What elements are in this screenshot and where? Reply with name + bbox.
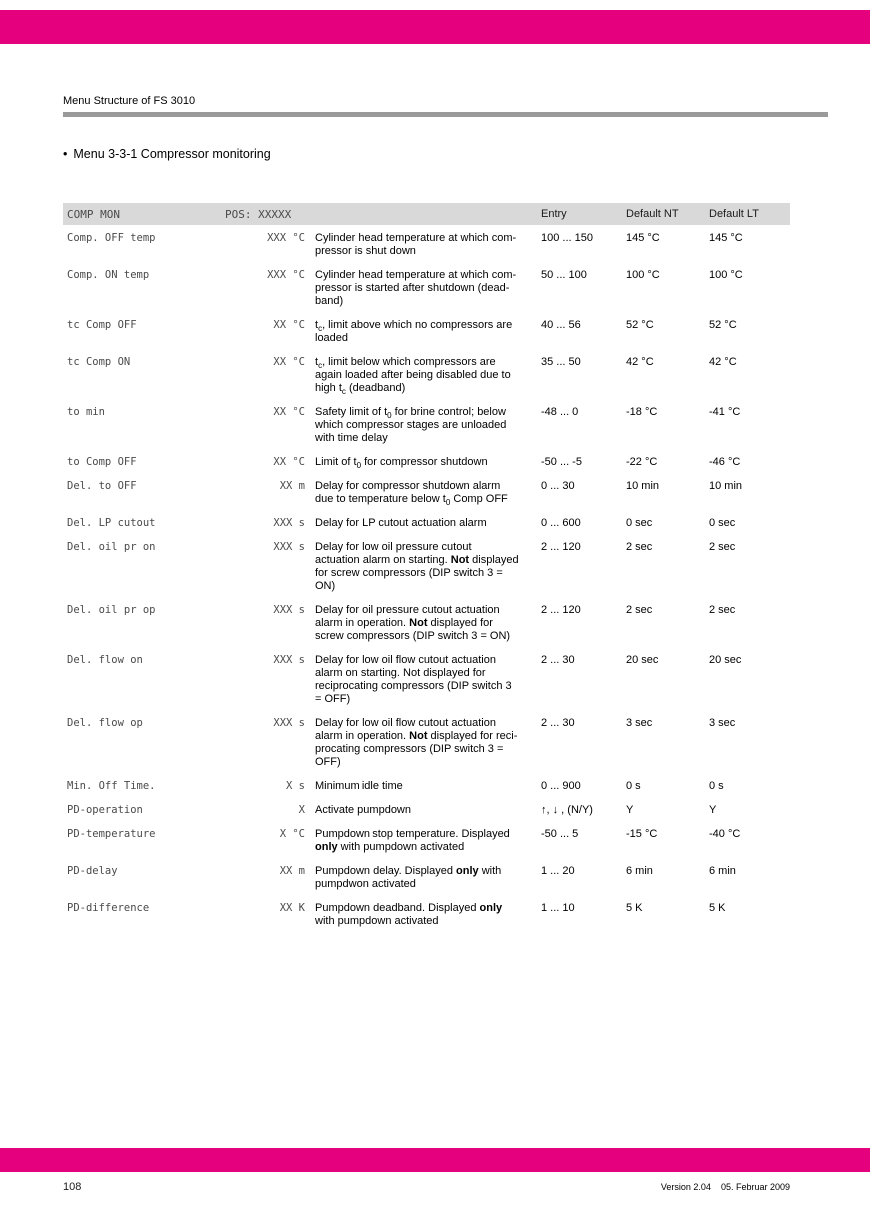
param-default-lt-cell: 0 sec bbox=[709, 517, 736, 529]
param-value-cell: XX °C bbox=[273, 456, 305, 468]
table-row bbox=[63, 780, 790, 793]
param-default-lt-cell: 2 sec bbox=[709, 541, 736, 553]
header-default-lt: Default LT bbox=[709, 208, 759, 220]
table-row bbox=[63, 654, 790, 706]
param-value-cell: XXX s bbox=[273, 654, 305, 666]
param-default-lt-cell: 3 sec bbox=[709, 717, 736, 729]
param-value-cell: XX K bbox=[279, 902, 305, 914]
param-description-cell: Delay for low oil pressure cutout actuation alarm on starting. Not displayed for screw compressors (DIP switch 3 = ON) bbox=[315, 541, 519, 592]
param-description-cell: Delay for oil pressure cutout actuation alarm in operation. Not displayed for screw compressors (DIP switch 3 = ON) bbox=[315, 604, 511, 642]
param-default-lt-cell: -40 °C bbox=[709, 828, 741, 840]
table-row bbox=[63, 828, 790, 854]
param-default-lt-cell: 145 °C bbox=[709, 232, 743, 244]
param-default-lt-cell: 20 sec bbox=[709, 654, 742, 666]
param-name-cell: Del. to OFF bbox=[67, 480, 137, 492]
param-value-cell: XX m bbox=[279, 480, 305, 492]
table-header-row bbox=[63, 203, 790, 225]
param-default-lt-cell: 10 min bbox=[709, 480, 743, 492]
param-value-cell: XXX °C bbox=[267, 232, 305, 244]
param-default-lt-cell: Y bbox=[709, 804, 717, 816]
param-name-cell: PD-delay bbox=[67, 865, 118, 877]
param-default-nt-cell: -15 °C bbox=[626, 828, 658, 840]
param-default-nt-cell: Y bbox=[626, 804, 634, 816]
param-entry-cell: -50 ... -5 bbox=[541, 456, 582, 468]
param-name-cell: PD-operation bbox=[67, 804, 143, 816]
header-divider bbox=[63, 112, 828, 117]
param-description-cell: Cylinder head temperature at which compressor is started after shutdown (deadband) bbox=[315, 269, 517, 307]
param-value-cell: XX °C bbox=[273, 406, 305, 418]
param-name-cell: tc Comp ON bbox=[67, 356, 131, 368]
table-body bbox=[63, 232, 790, 928]
param-name-cell: PD-temperature bbox=[67, 828, 156, 840]
param-description-cell: Pumpdown deadband. Displayed only with pumpdown activated bbox=[315, 902, 503, 927]
param-description-cell: $t_c$, limit above which no compressors are loaded bbox=[315, 319, 513, 344]
table-row bbox=[63, 517, 790, 530]
param-default-nt-cell: 0 sec bbox=[626, 517, 653, 529]
param-entry-cell: 0 ... 600 bbox=[541, 517, 581, 529]
param-value-cell: XXX s bbox=[273, 717, 305, 729]
param-default-nt-cell: 52 °C bbox=[626, 319, 654, 331]
param-default-lt-cell: 52 °C bbox=[709, 319, 737, 331]
param-value-cell: XXX s bbox=[273, 517, 305, 529]
section-title bbox=[63, 147, 271, 161]
param-default-nt-cell: 0 s bbox=[626, 780, 641, 792]
page-number: 108 bbox=[63, 1181, 82, 1193]
param-default-nt-cell: 6 min bbox=[626, 865, 653, 877]
running-header: Menu Structure of FS 3010 bbox=[63, 95, 196, 107]
param-default-lt-cell: 100 °C bbox=[709, 269, 743, 281]
version-info bbox=[651, 1182, 790, 1192]
param-default-nt-cell: 2 sec bbox=[626, 541, 653, 553]
param-value-cell: XX m bbox=[279, 865, 305, 877]
param-default-nt-cell: 20 sec bbox=[626, 654, 659, 666]
version-label: Version 2.04 bbox=[660, 1182, 711, 1192]
param-description-cell: Activate pumpdown bbox=[315, 804, 411, 816]
param-entry-cell: 1 ... 10 bbox=[541, 902, 575, 914]
table-row bbox=[63, 456, 790, 469]
param-name-cell: tc Comp OFF bbox=[67, 319, 137, 331]
param-name-cell: Del. LP cutout bbox=[67, 517, 156, 529]
param-description-cell: Pumpdown delay. Displayed only with pumpdwon activated bbox=[315, 865, 502, 890]
param-name-cell: Comp. ON temp bbox=[67, 269, 150, 281]
param-entry-cell: 0 ... 30 bbox=[541, 480, 575, 492]
param-value-cell: X s bbox=[286, 780, 305, 792]
param-default-nt-cell: 5 K bbox=[626, 902, 643, 914]
param-name-cell: Comp. OFF temp bbox=[67, 232, 156, 244]
param-name-cell: Min. Off Time. bbox=[67, 780, 156, 792]
param-default-nt-cell: -18 °C bbox=[626, 406, 658, 418]
param-description-cell: Delay for compressor shutdown alarm due to temperature below $t_0$ Comp OFF bbox=[315, 480, 508, 508]
param-default-lt-cell: 0 s bbox=[709, 780, 724, 792]
table-row bbox=[63, 480, 790, 506]
param-entry-cell: 1 ... 20 bbox=[541, 865, 575, 877]
param-entry-cell: 2 ... 30 bbox=[541, 654, 575, 666]
header-default-nt: Default NT bbox=[626, 208, 679, 220]
param-entry-cell: 100 ... 150 bbox=[541, 232, 593, 244]
param-value-cell: XXX s bbox=[273, 541, 305, 553]
param-name-cell: Del. oil pr op bbox=[67, 604, 156, 616]
param-entry-cell: 40 ... 56 bbox=[541, 319, 581, 331]
param-default-nt-cell: 42 °C bbox=[626, 356, 654, 368]
version-date: 05. Februar 2009 bbox=[720, 1182, 790, 1192]
param-entry-cell: 2 ... 30 bbox=[541, 717, 575, 729]
param-entry-cell: ↑, ↓ , (N/Y) bbox=[541, 804, 593, 816]
param-description-cell: Minimum idle time bbox=[315, 780, 403, 792]
bullet-icon: • bbox=[63, 147, 68, 161]
param-default-lt-cell: 6 min bbox=[709, 865, 736, 877]
param-value-cell: X bbox=[298, 804, 305, 816]
param-value-cell: XX °C bbox=[273, 356, 305, 368]
header-position: POS: XXXXX bbox=[225, 207, 292, 221]
param-entry-cell: 2 ... 120 bbox=[541, 604, 581, 616]
param-entry-cell: -50 ... 5 bbox=[541, 828, 579, 840]
param-name-cell: to Comp OFF bbox=[67, 456, 137, 468]
param-name-cell: PD-difference bbox=[67, 902, 150, 914]
param-description-cell: Cylinder head temperature at which compressor is shut down bbox=[315, 232, 517, 257]
table-row bbox=[63, 604, 790, 643]
table-row bbox=[63, 406, 790, 445]
param-name-cell: Del. flow op bbox=[67, 717, 143, 729]
param-value-cell: X °C bbox=[279, 828, 305, 840]
param-description-cell: Delay for low oil flow cutout actuation alarm in operation. Not displayed for reciprocating compressors (DIP switch 3 = OFF) bbox=[315, 717, 518, 768]
bottom-accent-bar bbox=[0, 1148, 870, 1172]
param-default-lt-cell: 2 sec bbox=[709, 604, 736, 616]
param-name-cell: to min bbox=[67, 406, 105, 418]
table-row bbox=[63, 269, 790, 308]
table-row bbox=[63, 356, 790, 395]
param-value-cell: XX °C bbox=[273, 319, 305, 331]
header-entry: Entry bbox=[541, 208, 567, 220]
param-default-nt-cell: 145 °C bbox=[626, 232, 660, 244]
parameter-table bbox=[63, 203, 790, 928]
header-param-name: COMP MON bbox=[67, 207, 120, 221]
param-entry-cell: -48 ... 0 bbox=[541, 406, 579, 418]
param-entry-cell: 0 ... 900 bbox=[541, 780, 581, 792]
param-name-cell: Del. flow on bbox=[67, 654, 143, 666]
table-row bbox=[63, 865, 790, 891]
param-entry-cell: 35 ... 50 bbox=[541, 356, 581, 368]
param-value-cell: XXX °C bbox=[267, 269, 305, 281]
param-default-nt-cell: 2 sec bbox=[626, 604, 653, 616]
param-description-cell: Delay for low oil flow cutout actuation alarm on starting. Not displayed for reciprocating compressors (DIP switch 3 = OFF) bbox=[315, 654, 512, 705]
table-row bbox=[63, 804, 790, 817]
table-row bbox=[63, 541, 790, 593]
param-description-cell: Pumpdown stop temperature. Displayed only with pumpdown activated bbox=[315, 828, 510, 853]
param-default-lt-cell: -46 °C bbox=[709, 456, 741, 468]
param-default-nt-cell: 3 sec bbox=[626, 717, 653, 729]
param-description-cell: Delay for LP cutout actuation alarm bbox=[315, 517, 487, 529]
param-entry-cell: 50 ... 100 bbox=[541, 269, 587, 281]
param-default-nt-cell: 10 min bbox=[626, 480, 660, 492]
param-name-cell: Del. oil pr on bbox=[67, 541, 156, 553]
top-accent-bar bbox=[0, 10, 870, 44]
section-title-text: Menu 3-3-1 Compressor monitoring bbox=[73, 147, 271, 161]
param-description-cell: Safety limit of $t_0$ for brine control; below which compressor stages are unloaded with time delay bbox=[315, 406, 507, 444]
param-default-nt-cell: -22 °C bbox=[626, 456, 658, 468]
param-value-cell: XXX s bbox=[273, 604, 305, 616]
param-description-cell: Limit of $t_0$ for compressor shutdown bbox=[315, 456, 488, 471]
table-row bbox=[63, 717, 790, 769]
param-default-lt-cell: 5 K bbox=[709, 902, 726, 914]
table-row bbox=[63, 902, 790, 928]
param-default-nt-cell: 100 °C bbox=[626, 269, 660, 281]
param-default-lt-cell: 42 °C bbox=[709, 356, 737, 368]
param-description-cell: $t_c$, limit below which compressors are again loaded after being disabled due to high $t_c$ (deadband) bbox=[315, 356, 511, 397]
table-row bbox=[63, 319, 790, 345]
param-default-lt-cell: -41 °C bbox=[709, 406, 741, 418]
page-footer bbox=[63, 1181, 790, 1193]
table-row bbox=[63, 232, 790, 258]
param-entry-cell: 2 ... 120 bbox=[541, 541, 581, 553]
